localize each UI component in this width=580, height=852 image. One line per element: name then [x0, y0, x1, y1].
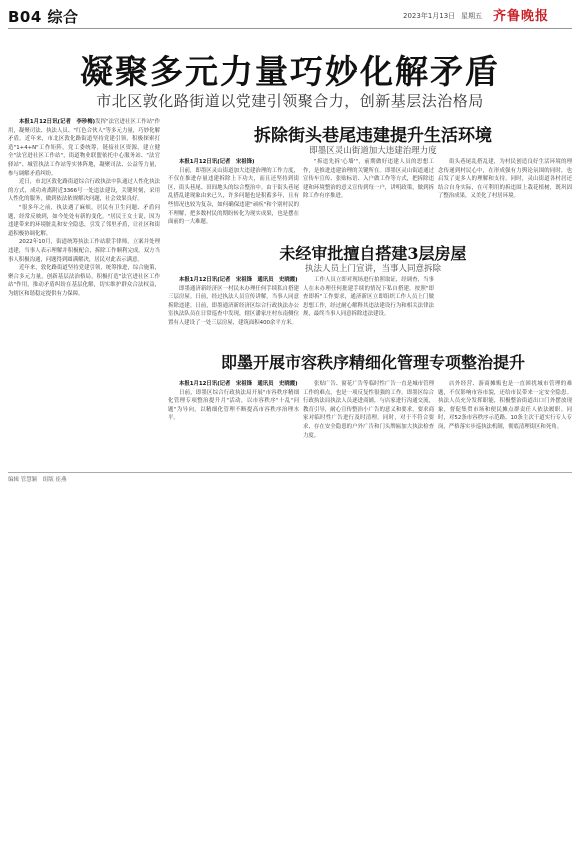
article-1-byline: 本报1月12日讯(记者 宋祖锋): [179, 159, 255, 165]
article-1-paragraph: "拆违先拆'心墙'"，前期做好违建人员的思想工作，是推进违建治理的关键所在。即墨区灵山街道通过宣传车宣传、张贴标语、入户做工作等方式，把拆除违建和环境整治的意义宣传到每一户，讲明政策，做到拆除工作有序推进。: [303, 159, 434, 200]
article-2-subheadline: 执法人员上门宣讲，当事人同意拆除: [304, 264, 441, 274]
article-1-column-3: [438, 158, 572, 236]
article-2-paragraph: 工作人员立即对现场进行拍照取证，经调查，当事人在未办理任何批建手续的情况下私自搭建。按照"即查即拆"工作要求，通济新区立即组织工作人员上门做思想工作，经过耐心解释其违法建设行为和相关法律法规，最终当事人同意拆除违法建设。: [303, 277, 434, 318]
lead-article-body: [8, 118, 160, 473]
issue-weekday: 星期五: [461, 12, 482, 20]
article-3-column-3: [438, 380, 572, 473]
header-divider: [8, 28, 572, 29]
article-3-byline: 本报1月12日讯(记者 宋祖锋 通讯员 史晓霞): [179, 381, 298, 387]
lead-paragraph: "很多年之前，执法遇了麻烦，居民有卫生问题、矛盾问题，经常反映到，如今处处有新的变化。"居民王女士说，因为违建带来的环境脏乱和安全隐患，引发了邻里矛盾，让社区和街道积极协调化解。: [8, 204, 160, 237]
issue-date: 2023年1月13日: [403, 12, 456, 20]
lead-headline: 凝聚多元力量巧妙化解矛盾: [80, 52, 500, 91]
article-1-column-2: [303, 158, 434, 236]
article-2-headline: 未经审批擅自搭建3层房屋: [279, 244, 467, 263]
article-3-headline: 即墨开展市容秩序精细化管理专项整治提升: [220, 353, 525, 372]
article-3-paragraph: 店外经营、游商摊贩也是一直困扰城市管理的难题，不仅影响市容市貌，还给市民带来一定安全隐患。执法人员充分发挥职能，积极整治街道出口门外摆放现象，督促集贸市场和便民摊点群责任人依法履职。同时，对52条市容秩序示范路、10条主次干道实行专人专岗，严格落实步巡执法机制，彻底清理街区和死角。: [438, 381, 572, 430]
footer-divider: [8, 472, 572, 473]
lead-subheadline: 市北区敦化路街道以党建引领聚合力，创新基层法治格局: [96, 92, 484, 110]
article-3-column-2: [303, 380, 434, 473]
article-1-paragraph: 日前，即墨区灵山街道加大违建治理的工作力度，不仅在推进存量违建拆除上下功夫，而且还坚持到街区、街头巷尾、田间地头的综合整治中。由于街头巷尾乱搭乱建现象由来已久，许多问题也是积蓄多年，且有些情况也较为复杂，如何确保违建"顽疾"和个别村民的不理解，把多数村民的期盼转化为现实成果，也是摆在面前的一大难题。: [168, 167, 299, 226]
newspaper-logo: 齐鲁晚报: [493, 9, 550, 24]
article-1-headline: 拆除街头巷尾违建提升生活环境: [254, 126, 492, 146]
page-number: B04 综合: [8, 8, 79, 26]
lead-byline: 本报1月12日讯(记者 李珍梅): [19, 119, 96, 125]
article-2-byline: 本报1月12日讯(记者 宋祖锋 通讯员 史晓霞): [179, 277, 298, 283]
article-1-column-1: [168, 158, 299, 236]
lead-paragraph: 2022年10月，街道统筹执法工作站联手律师，立案并处理违建，当事人表示理解并积极配合，拆除工作顺利完成。双方当事人积极沟通，问题得到圆满解决，居民对此表示满意。: [8, 239, 160, 263]
article-3-column-1: [168, 380, 299, 473]
article-3-paragraph: 日前，即墨区综合行政执法局开展"市容秩序精细化管理专项整治提升月"活动，以市容秩序"十乱"问题"为导向，以精细化管理不断提高市容秩序治理水平。: [168, 389, 299, 422]
article-3-paragraph: 张贴广告、窗花广告等临时性广告一直是城市管理工作的难点，也是一项反复性很强的工作。即墨区综合行政执法局执法人员逐进商铺，与店家进行沟通交流，教育引导，耐心宣传整治小广告的意义和要求，要求商家对临时性广告进行及时清理。同时，对于不符合要求、存在安全隐患的户外广告和门头牌匾加大执法检查力度。: [303, 381, 434, 439]
editor-credits: 编辑 管慧颖 组版 崔燕: [8, 477, 67, 483]
lead-paragraph: 发挥"法官进社区工作站"作用，凝聚司法、执法人员、"红色合伙人"等多元力量，巧妙化解矛盾。近年来，市北区敦化路街道坚持党建引领，积极探索打造"1+4+N"工作矩阵，党工委统筹，链接社区资源，建立健全"法官进社区工作站"，街道物业联盟依托中心服务站、"法官驿站"、城管执法工作站等实体阵地，凝聚司法、公益等力量，参与调解矛盾纠纷。: [8, 119, 160, 177]
article-1-subheadline: 即墨区灵山街道加大违建治理力度: [309, 146, 437, 156]
lead-paragraph: 近年来，敦化路街道坚持党建引领，统筹推进，综合施策，聚合多元力量，创新基层法治格局，积极打造"法官进社区工作站"作用，推动矛盾纠纷在基层化解，切实维护群众合法权益，为辖区和谐稳定提供有力保障。: [8, 265, 160, 297]
article-2-column-1: [168, 276, 299, 356]
article-2-paragraph: 即墨通济新经济区一村民未办理任何手续私自搭建三层房屋。日前，经过执法人员宣传讲解，当事人同意拆除违建。日前，即墨通济新经济区综合行政执法办公室执法队员在日常巡查中发现，辖区潘家庄村东南侧位置有人建设了一处三层房屋，建筑面积400余平方米。: [168, 285, 299, 326]
article-2-column-2: [303, 276, 434, 356]
page-header: [0, 0, 580, 32]
article-1-paragraph: 街头巷尾乱搭乱建，为村民创造良好生活环境的理念传递到村民心中，在形成强有力舆论氛围的同时，也启发了更多人的理解和支持。同时，灵山街道各村居还结合自身实际，在可利用的拆违围上栽花植树，既巩固了整治成果，又美化了村居环境。: [438, 159, 572, 200]
lead-paragraph: 近日，市北区敦化路街道综合行政执法中队通过人性化执法的方式，成功劝离附近3366号一处违法建设，关键时刻，采用人性化的服务，做到依法依规解决问题，社会效果良好。: [8, 179, 160, 203]
